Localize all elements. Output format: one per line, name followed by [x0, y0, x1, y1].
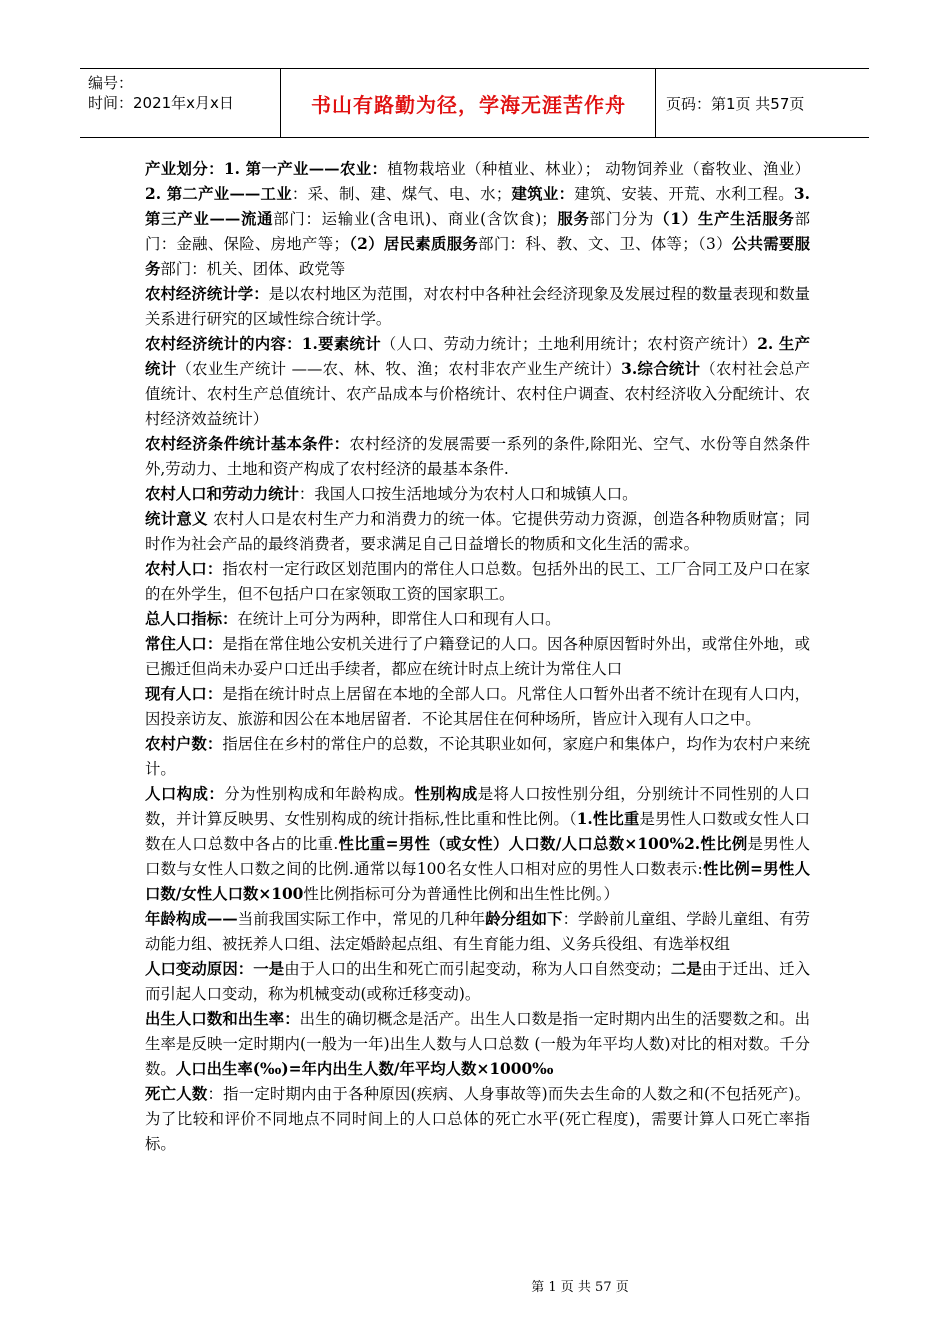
paragraph	[145, 432, 810, 482]
paragraph-text: 指居住在乡村的常住户的总数，不论其职业如何，家庭户和集体户，均作为农村户来统计。	[145, 735, 810, 778]
bold-term: 龄分组如下	[485, 910, 563, 928]
paragraph-text: 植物栽培业（种植业、林业）； 动物饲养业（畜牧业、渔业）	[387, 160, 810, 178]
page-footer	[0, 1276, 950, 1295]
paragraph	[145, 682, 810, 732]
bold-term: 农村人口和劳动力统计	[145, 485, 299, 503]
paragraph	[145, 282, 810, 332]
bold-term: 产业划分：1. 第一产业——农业：	[145, 160, 388, 178]
paragraph	[145, 507, 810, 557]
paragraph-text: 部门：金融、保险、房地产等；	[145, 210, 810, 253]
paragraph-text: （人口、劳动力统计；土地利用统计；农村资产统计）	[380, 335, 758, 353]
bold-term: 二是	[670, 960, 702, 978]
bold-term: 出生人口数和出生率：	[145, 1010, 300, 1028]
paragraph-text: ：我国人口按生活地域分为农村人口和城镇人口。	[298, 485, 638, 503]
bold-term: 农村经济统计学：	[145, 285, 269, 303]
paragraph	[145, 907, 810, 957]
bold-term: 总人口指标：	[145, 610, 238, 628]
footer-page-number: 第 1 页 共 57 页	[531, 1280, 629, 1295]
paragraph-text: （农业生产统计 ——农、林、牧、渔；农村非农产业生产统计）	[176, 360, 622, 378]
bold-term: 3.综合统计	[621, 360, 701, 378]
paragraph-text: 是男性人口数与女性人口数之间的比例.通常以每100名女性人口相对应的男性人口数表示:	[145, 835, 810, 878]
bold-term: （2）居民素质服务	[348, 235, 479, 253]
document-time-label: 时间：2021年x月x日	[88, 94, 234, 112]
bold-term: 3. 第三产业——流通	[145, 185, 810, 228]
paragraph-text: ：采、制、建、煤气、电、水；	[291, 185, 512, 203]
paragraph	[145, 1082, 810, 1157]
bold-term: 现有人口：	[145, 685, 223, 703]
bold-term: 年龄构成——	[145, 910, 238, 928]
paragraph-text: 是以农村地区为范围，对农村中各种社会经济现象及发展过程的数量表现和数量关系进行研究的区域性综合统计学。	[145, 285, 810, 328]
paragraph-text: ：指一定时期内由于各种原因(疾病、人身事故等)而失去生命的人数之和(不包括死产)。为了比较和评价不同地点不同时间上的人口总体的死亡水平(死亡程度)，需要计算人口死亡率指标。	[145, 1085, 810, 1153]
header-page-cell	[656, 69, 869, 137]
bold-term: 人口出生率(‰)=年内出生人数/年平均人数×1000‰	[175, 1060, 554, 1078]
bold-term: 人口构成：	[145, 785, 225, 803]
paragraph-text: ：学龄前儿童组、学龄儿童组、有劳动能力组、被抚养人口组、法定婚龄起点组、有生育能力组、义务兵役组、有选举权组	[145, 910, 810, 953]
paragraph-text: 指农村一定行政区划范围内的常住人口总数。包括外出的民工、工厂合同工及户口在家的在外学生，但不包括户口在家领取工资的国家职工。	[145, 560, 810, 603]
paragraph-text: 分为性别构成和年龄构成。	[224, 785, 415, 803]
document-body	[145, 157, 810, 1157]
paragraph	[145, 482, 810, 507]
bold-term: 人口变动原因：一是	[145, 960, 285, 978]
bold-term: 2. 第二产业——工业	[145, 185, 292, 203]
bold-term: 农村人口：	[145, 560, 223, 578]
bold-term: 公共需要服务	[145, 235, 810, 278]
document-number-label: 编号：	[88, 74, 134, 92]
bold-term: 2. 生产统计	[145, 335, 810, 378]
paragraph	[145, 332, 810, 432]
page-header	[80, 68, 869, 138]
bold-term: 服务	[556, 210, 590, 228]
paragraph	[145, 732, 810, 782]
paragraph-text: 部门分为	[589, 210, 655, 228]
paragraph-text: 部门：机关、团体、政党等	[160, 260, 346, 278]
paragraph-text: 出生的确切概念是活产。出生人口数是指一定时期内出生的活婴数之和。出生率是反映一定时期内(一般为一年)出生人数与人口总数 (一般为年平均人数)对比的相对数。千分数。	[145, 1010, 810, 1078]
header-meta	[80, 69, 281, 137]
paragraph	[145, 157, 810, 282]
paragraph-text: 部门：科、教、文、卫、体等；（3）	[478, 235, 732, 253]
paragraph-text: 部门：运输业(含电讯)、商业(含饮食)；	[273, 210, 557, 228]
paragraph-text: 在统计上可分为两种，即常住人口和现有人口。	[237, 610, 561, 628]
paragraph-text: 由于人口的出生和死亡而引起变动，称为人口自然变动；	[284, 960, 671, 978]
paragraph	[145, 632, 810, 682]
paragraph	[145, 557, 810, 607]
bold-term: 农村户数：	[145, 735, 223, 753]
bold-term: 农村经济统计的内容：1.要素统计	[145, 335, 381, 353]
bold-term: 农村经济条件统计基本条件：	[145, 435, 350, 453]
bold-term: （1）生产生活服务	[654, 210, 795, 228]
bold-term: 建筑业：	[511, 185, 575, 203]
paragraph-text: 由于迁出、迁入而引起人口变动，称为机械变动(或称迁移变动)。	[145, 960, 810, 1003]
paragraph-text: 是将人口按性别分组，分别统计不同性别的人口数，并计算反映男、女性别构成的统计指标,性比重和性比例。（	[145, 785, 810, 828]
motto-text: 书山有路勤为径，学海无涯苦作舟	[311, 92, 626, 117]
bold-term: 性比例=男性人口数/女性人口数×100	[145, 860, 810, 903]
bold-term: 性比重=男性（或女性）人口数/人口总数×100%2.性比例	[338, 835, 748, 853]
paragraph-text: 性比例指标可分为普通性比例和出生性比例。）	[303, 885, 619, 903]
paragraph-text: 农村人口是农村生产力和消费力的统一体。它提供劳动力资源，创造各种物质财富；同时作为社会产品的最终消费者，要求满足自己日益增长的物质和文化生活的需求。	[145, 510, 810, 553]
paragraph	[145, 1007, 810, 1082]
bold-term: 1.性比重	[576, 810, 640, 828]
paragraph	[145, 782, 810, 907]
bold-term: 死亡人数	[145, 1085, 208, 1103]
bold-term: 性别构成	[414, 785, 478, 803]
paragraph-text: 农村经济的发展需要一系列的条件,除阳光、空气、水份等自然条件外,劳动力、土地和资产构成了农村经济的最基本条件.	[145, 435, 810, 478]
bold-term: 统计意义	[145, 510, 208, 528]
paragraph-text: 是指在统计时点上居留在本地的全部人口。凡常住人口暂外出者不统计在现有人口内，因投亲访友、旅游和因公在本地居留者．不论其居住在何种场所，皆应计入现有人口之中。	[145, 685, 810, 728]
paragraph-text: （农村社会总产值统计、农村生产总值统计、农产品成本与价格统计、农村住户调查、农村经济收入分配统计、农村经济效益统计）	[145, 360, 810, 428]
header-motto-cell	[282, 69, 656, 137]
paragraph	[145, 607, 810, 632]
page-indicator: 页码：第1页 共57页	[666, 94, 805, 113]
paragraph-text: 是指在常住地公安机关进行了户籍登记的人口。因各种原因暂时外出，或常住外地，或已搬迁但尚未办妥户口迁出手续者，都应在统计时点上统计为常住人口	[145, 635, 810, 678]
paragraph-text: 建筑、安装、开荒、水利工程。	[574, 185, 794, 203]
paragraph-text: 当前我国实际工作中，常见的几种年	[237, 910, 486, 928]
bold-term: 常住人口：	[145, 635, 223, 653]
paragraph	[145, 957, 810, 1007]
paragraph-text: 是男性人口数或女性人口数在人口总数中各占的比重.	[145, 810, 810, 853]
